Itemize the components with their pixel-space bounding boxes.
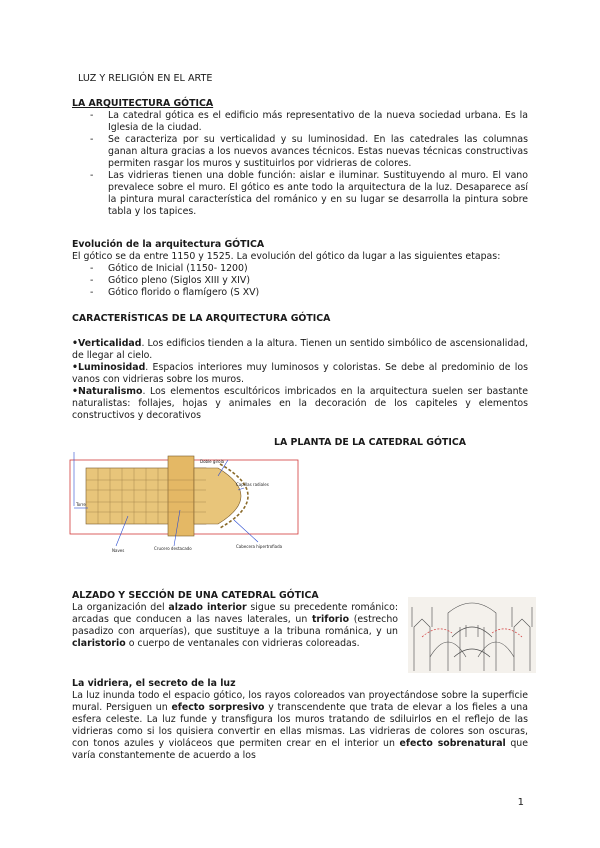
characteristic-verticality <box>72 338 528 362</box>
page-number: 1 <box>517 797 524 808</box>
elevation-text: sigue su precedente románico: arcadas que conducen a las naves laterales, un <box>72 602 398 625</box>
stained-glass-paragraph <box>72 690 528 762</box>
section-heading-gothic-architecture: LA ARQUITECTURA GÓTICA <box>72 98 214 109</box>
term-alzado-interior: alzado interior <box>168 602 247 613</box>
term-verticality: •Verticalidad <box>72 338 142 349</box>
list-item: - Gótico pleno (Siglos XIII y XIV) <box>90 275 510 287</box>
stained-glass-text: y transcendente que trata de elevar a los fieles a una esfera celeste. La luz funde y transfigura los muros tratando de sdiluirlos en el reflejo de las vidrieras como si los quisiera convertir en ellas mismas. Las vidrieras de colores son oscuras, con tonos azules y violáceos que permiten crear en el interior un <box>72 702 528 749</box>
list-item: - La catedral gótica es el edificio más representativo de la nueva sociedad urbana. Es la Iglesia de la ciudad. <box>90 110 528 134</box>
cathedral-section-drawing <box>408 597 536 673</box>
stained-glass-text: que varía constantemente de acuerdo a los <box>72 738 529 761</box>
evolution-list <box>90 263 510 299</box>
verticality-text: . Los edificios tienden a la altura. Tienen un sentido simbólico de ascensionalidad, de llegar al cielo. <box>72 338 528 361</box>
plan-heading: LA PLANTA DE LA CATEDRAL GÓTICA <box>274 437 466 448</box>
list-item: - Gótico de Inicial (1150- 1200) <box>90 263 510 275</box>
transept <box>168 456 194 536</box>
characteristic-naturalism <box>72 386 528 422</box>
naturalism-text: . Los elementos escultóricos imbricados en la arquitectura suelen ser bastante naturalistas: follajes, hojas y animales en la decoración de los capiteles y elementos constructivos y decorativos <box>72 386 528 421</box>
section-heading-characteristics: CARACTERÍSTICAS DE LA ARQUITECTURA GÓTICA <box>72 313 331 324</box>
elevation-text: o cuerpo de ventanales con vidrieras coloreadas. <box>125 638 360 649</box>
term-naturalism: •Naturalismo <box>72 386 143 397</box>
term-efecto-sorpresivo: efecto sorpresivo <box>171 702 265 713</box>
cathedral-plan-diagram <box>68 450 318 560</box>
label-naves: Naves <box>112 548 125 553</box>
evolution-intro: El gótico se da entre 1150 y 1525. La evolución del gótico da lugar a las siguientes etapas: <box>72 251 501 262</box>
characteristic-luminosity <box>72 362 528 386</box>
list-item: - Las vidrieras tienen una doble función: aislar e iluminar. Sustituyendo al muro. El vano prevalece sobre el muro. El gótico es ante todo la arquitectura de la luz. Desaparece así la pintura mural característica del románico y en su lugar se desarrolla la pintura sobre tabla y los tapices. <box>90 170 528 218</box>
term-triforio: triforio <box>311 614 350 625</box>
elevation-text: (estrecho pasadizo con arquerías), que sustituye a la tribuna románica, y un <box>72 614 398 637</box>
elevation-paragraph <box>72 602 398 650</box>
section-heading-elevation: ALZADO Y SECCIÓN DE UNA CATEDRAL GÓTICA <box>72 590 319 601</box>
label-torre: Torre <box>76 502 86 507</box>
section-heading-evolution: Evolución de la arquitectura GÓTICA <box>72 239 265 250</box>
stained-glass-text: La luz inunda todo el espacio gótico, los rayos coloreados van proyectándose sobre la superficie mural. Persiguen un <box>72 690 528 713</box>
label-capillas-radiales: Capillas radiales <box>236 482 269 487</box>
list-item: - Se caracteriza por su verticalidad y su luminosidad. En las catedrales las columnas ganan altura gracias a los nuevos avances técnicos. Estas nuevas técnicas constructivas permiten rasgar los muros y sustituirlos por vidrieras de colores. <box>90 134 528 170</box>
term-claristorio: claristorio <box>72 638 126 649</box>
elevation-text: La organización del <box>72 602 169 613</box>
gothic-architecture-list <box>90 110 528 218</box>
luminosity-text: . Espacios interiores muy luminosos y coloristas. Se debe al predominio de los vanos con vidrieras sobre los muros. <box>72 362 528 385</box>
term-luminosity: •Luminosidad <box>72 362 146 373</box>
section-heading-stained-glass: La vidriera, el secreto de la luz <box>72 678 236 689</box>
label-doble-girola: Doble girola <box>200 459 225 464</box>
document-title: LUZ Y RELIGIÓN EN EL ARTE <box>78 73 213 84</box>
label-cabecera: Cabecera hipertrofiada <box>236 544 283 549</box>
term-efecto-sobrenatural: efecto sobrenatural <box>399 738 506 749</box>
label-crucero: Crucero destacado <box>154 546 192 551</box>
apse <box>194 468 241 524</box>
list-item: - Gótico florido o flamígero (S XV) <box>90 287 510 299</box>
